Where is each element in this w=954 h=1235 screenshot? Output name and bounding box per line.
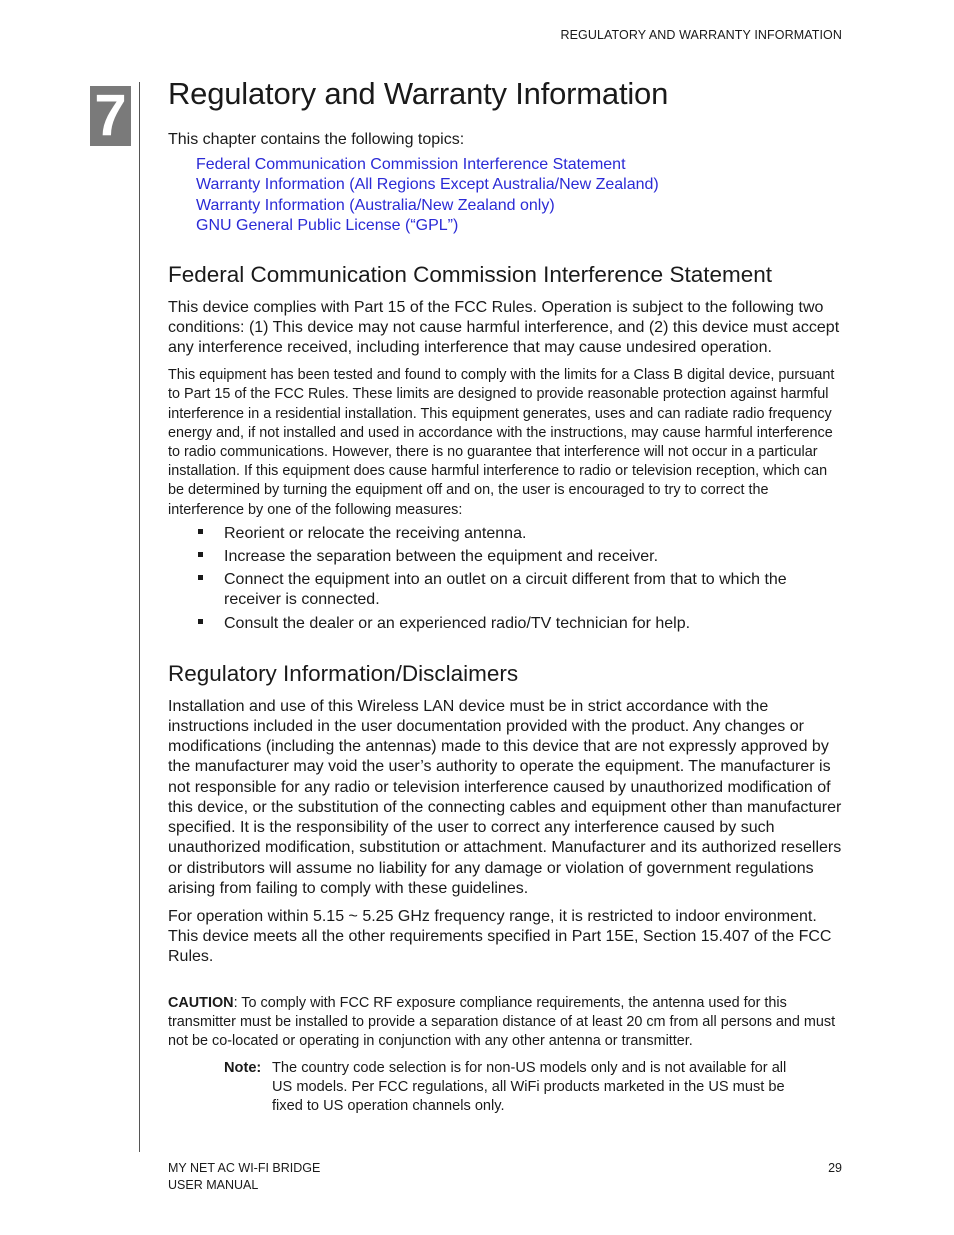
topic-link-fcc[interactable]: Federal Communication Commission Interference Statement <box>196 156 626 173</box>
footer-product-name: MY NET AC WI-FI BRIDGE <box>168 1161 321 1175</box>
measure-text: Reorient or relocate the receiving antenna. <box>224 524 527 542</box>
measures-list <box>196 524 844 634</box>
topic-link-gpl[interactable]: GNU General Public License (“GPL”) <box>196 217 459 235</box>
list-item <box>196 614 844 634</box>
caution-text: : To comply with FCC RF exposure compliance requirements, the antenna used for this transmitter must be installed to provide a separation distance of at least 20 cm from all persons and must not be co-located or operating in conjunction with any other antenna or transmitter. <box>168 994 836 1049</box>
bullet-icon <box>198 619 203 624</box>
topic-link-warranty-all-regions[interactable]: Warranty Information (All Regions Except Australia/New Zealand) <box>196 176 659 194</box>
fcc-compliance-paragraph: This device complies with Part 15 of the FCC Rules. Operation is subject to the following two conditions: (1) This device may not cause harmful interference, and (2) this device must accept any interference received, including interference that may cause undesired operation. <box>168 298 840 357</box>
caution-label: CAUTION <box>168 994 234 1011</box>
topic-item <box>196 216 844 236</box>
topic-item <box>196 155 844 175</box>
regulatory-paragraph: Installation and use of this Wireless LAN device must be in strict accordance with the instructions included in the user documentation provided with the product. Any changes or modifications (including the antennas) made to this device that are not expressly approved by the manufacturer may void the user’s authority to operate the equipment. The manufacturer is not responsible for any radio or television interference caused by unauthorized modification of this device, or the substitution of the connecting cables and equipment other than manufacturer specified. It is the responsibility of the user to correct any interference caused by such unauthorized modification, substitution or attachment. Manufacturer and its authorized resellers or distributors will assume no liability for any damage or violation of government regulations arising from failing to comply with these guidelines. <box>168 697 842 897</box>
list-item <box>196 524 844 544</box>
chapter-number-badge: 7 <box>90 86 131 146</box>
caution-paragraph <box>168 994 844 1052</box>
chapter-intro: This chapter contains the following topics: <box>168 131 465 148</box>
measure-text: Consult the dealer or an experienced radio/TV technician for help. <box>224 614 691 632</box>
regulatory-heading: Regulatory Information/Disclaimers <box>168 660 519 686</box>
note-text: The country code selection is for non-US models only and is not available for all US models. Per FCC regulations, all WiFi products marketed in the US must be fixed to US operation channels only. <box>272 1060 787 1115</box>
topic-list <box>196 155 844 237</box>
bullet-icon <box>198 529 203 534</box>
note-label: Note: <box>224 1060 262 1077</box>
margin-rule <box>139 82 140 1152</box>
page-title: Regulatory and Warranty Information <box>168 76 669 111</box>
topic-item <box>196 175 844 195</box>
footer-product <box>168 1160 320 1194</box>
topic-link-warranty-australia[interactable]: Warranty Information (Australia/New Zealand only) <box>196 196 555 214</box>
frequency-paragraph: For operation within 5.15 ~ 5.25 GHz frequency range, it is restricted to indoor environment. This device meets all the other requirements specified in Part 15E, Section 15.407 of the FCC Rules. <box>168 907 832 966</box>
page-number: 29 <box>828 1161 842 1175</box>
note-block <box>224 1059 844 1116</box>
fcc-heading: Federal Communication Commission Interference Statement <box>168 261 773 287</box>
footer-manual-name: USER MANUAL <box>168 1178 259 1192</box>
bullet-icon <box>198 552 203 557</box>
topic-item <box>196 196 844 216</box>
running-header: REGULATORY AND WARRANTY INFORMATION <box>560 28 842 42</box>
list-item <box>196 547 844 567</box>
measure-text: Connect the equipment into an outlet on a circuit different from that to which the receiver is connected. <box>224 571 787 609</box>
measure-text: Increase the separation between the equipment and receiver. <box>224 548 659 566</box>
page-content <box>168 74 844 1116</box>
bullet-icon <box>198 575 203 580</box>
fcc-class-b-paragraph: This equipment has been tested and found to comply with the limits for a Class B digital device, pursuant to Part 15 of the FCC Rules. These limits are designed to provide reasonable protection against harmful interference in a residential installation. This equipment generates, uses and can radiate radio frequency energy and, if not installed and used in accordance with the instructions, may cause harmful interference to radio communications. However, there is no guarantee that interference will not occur in a particular installation. If this equipment does cause harmful interference to radio or television reception, which can be determined by turning the equipment off and on, the user is encouraged to try to correct the interference by one of the following measures: <box>168 367 835 518</box>
list-item <box>196 570 844 610</box>
